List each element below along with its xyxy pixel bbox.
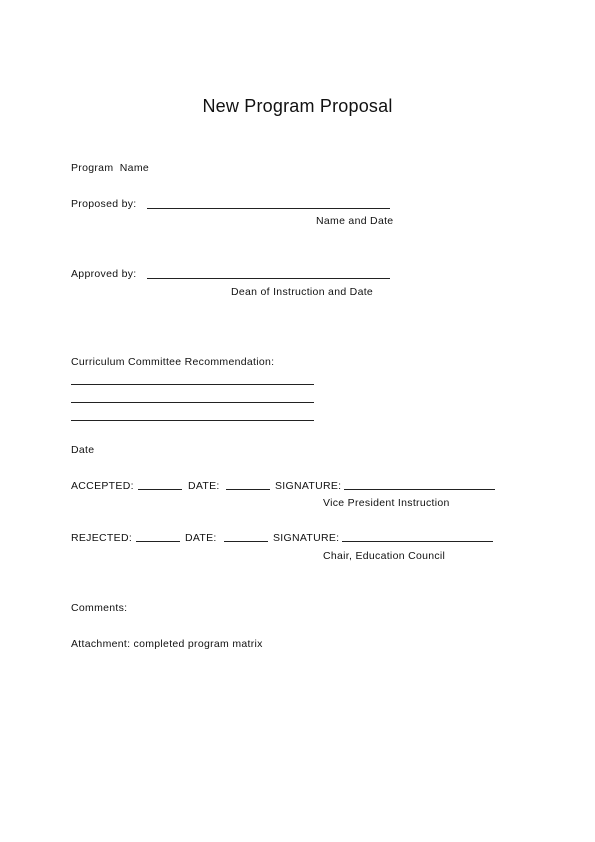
proposed-by-blank[interactable] [147,208,390,209]
attachment-text: Attachment: completed program matrix [71,638,263,650]
rejected-blank[interactable] [136,541,180,542]
rejected-caption: Chair, Education Council [323,550,446,562]
program-name-label: Program Name [71,162,150,174]
rejected-label: REJECTED: [71,532,133,544]
rejected-signature-blank[interactable] [342,541,493,542]
curriculum-recommendation-label: Curriculum Committee Recommendation: [71,356,275,368]
approved-by-label: Approved by: [71,268,137,280]
accepted-date-label: DATE: [188,480,220,492]
accepted-blank[interactable] [138,489,182,490]
curriculum-blank-line[interactable] [71,384,314,385]
accepted-signature-blank[interactable] [344,489,495,490]
rejected-date-blank[interactable] [224,541,268,542]
comments-label: Comments: [71,602,128,614]
rejected-date-label: DATE: [185,532,217,544]
proposed-by-label: Proposed by: [71,198,137,210]
accepted-signature-label: SIGNATURE: [275,480,342,492]
proposed-by-caption: Name and Date [316,215,394,227]
approved-by-blank[interactable] [147,278,390,279]
curriculum-blank-line[interactable] [71,402,314,403]
accepted-date-blank[interactable] [226,489,270,490]
accepted-caption: Vice President Instruction [323,497,450,509]
curriculum-blank-line[interactable] [71,420,314,421]
rejected-signature-label: SIGNATURE: [273,532,340,544]
date-label: Date [71,444,95,456]
accepted-label: ACCEPTED: [71,480,134,492]
approved-by-caption: Dean of Instruction and Date [231,286,374,298]
document-title: New Program Proposal [202,96,393,116]
